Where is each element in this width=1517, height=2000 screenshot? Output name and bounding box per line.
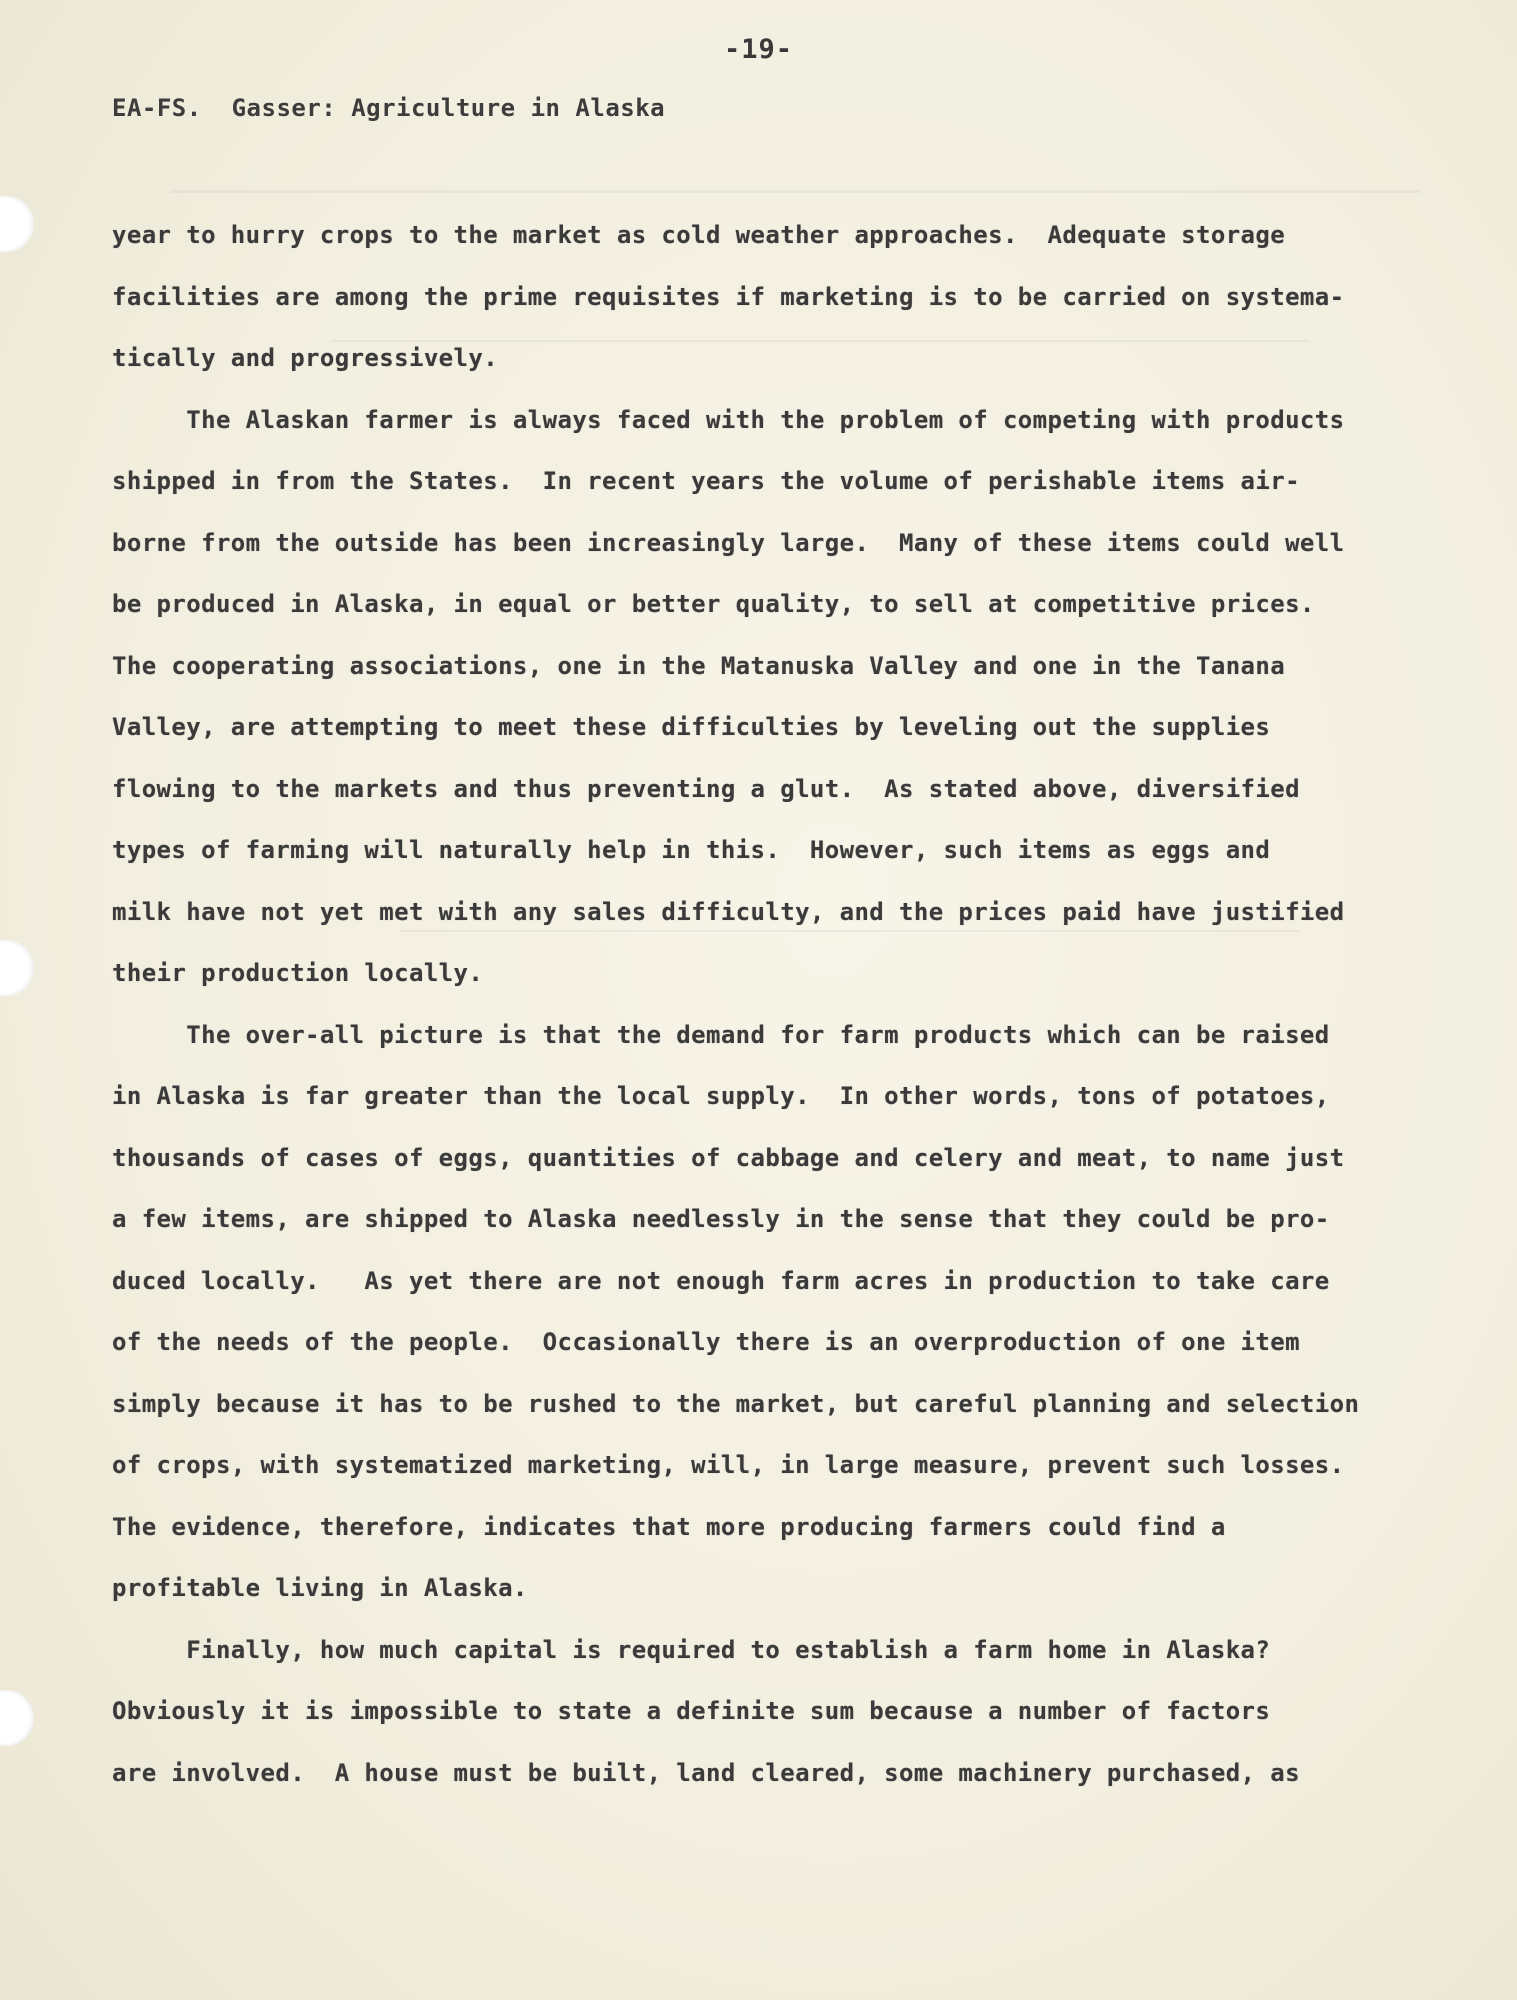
text-line: types of farming will naturally help in this. However, such items as eggs and <box>112 836 1271 864</box>
text-line: milk have not yet met with any sales difficulty, and the prices paid have justified <box>112 897 1345 926</box>
text-line: are involved. A house must be built, land cleared, some machinery purchased, as <box>112 1758 1300 1787</box>
text-line: The Alaskan farmer is always faced with the problem of competing with products <box>112 405 1345 434</box>
text-line: a few items, are shipped to Alaska needlessly in the sense that they could be pro- <box>112 1205 1330 1233</box>
text-line: simply because it has to be rushed to the market, but careful planning and selection <box>112 1389 1360 1418</box>
punch-hole <box>0 940 34 996</box>
text-line: profitable living in Alaska. <box>112 1574 528 1602</box>
text-line: thousands of cases of eggs, quantities of cabbage and celery and meat, to name just <box>112 1143 1345 1172</box>
text-line: their production locally. <box>112 959 484 987</box>
text-line: Valley, are attempting to meet these difficulties by leveling out the supplies <box>112 713 1271 741</box>
text-line: borne from the outside has been increasingly large. Many of these items could well <box>112 528 1345 557</box>
text-line: The cooperating associations, one in the Matanuska Valley and one in the Tanana <box>112 651 1286 680</box>
body-text <box>112 220 1412 1819</box>
text-line: The evidence, therefore, indicates that more producing farmers could find a <box>112 1512 1226 1541</box>
text-line: flowing to the markets and thus preventing a glut. As stated above, diversified <box>112 774 1300 803</box>
punch-hole <box>0 196 34 252</box>
text-line: tically and progressively. <box>112 344 499 372</box>
text-line: in Alaska is far greater than the local supply. In other words, tons of potatoes, <box>112 1082 1330 1110</box>
running-head: EA-FS. Gasser: Agriculture in Alaska <box>112 94 666 122</box>
text-line: facilities are among the prime requisites if marketing is to be carried on systema- <box>112 282 1345 311</box>
text-line: of the needs of the people. Occasionally there is an overproduction of one item <box>112 1328 1300 1356</box>
text-line: Obviously it is impossible to state a definite sum because a number of factors <box>112 1697 1271 1725</box>
page-number: -19- <box>723 34 794 65</box>
bleed-through-mark <box>170 190 1420 193</box>
text-line: be produced in Alaska, in equal or better quality, to sell at competitive prices. <box>112 590 1315 618</box>
text-line: of crops, with systematized marketing, will, in large measure, prevent such losses. <box>112 1451 1345 1479</box>
punch-hole <box>0 1690 34 1746</box>
text-line: Finally, how much capital is required to establish a farm home in Alaska? <box>112 1635 1271 1664</box>
text-line: duced locally. As yet there are not enough farm acres in production to take care <box>112 1266 1330 1295</box>
text-line: shipped in from the States. In recent years the volume of perishable items air- <box>112 467 1300 495</box>
text-line: year to hurry crops to the market as cold weather approaches. Adequate storage <box>112 221 1286 249</box>
text-line: The over-all picture is that the demand for farm products which can be raised <box>112 1020 1330 1049</box>
